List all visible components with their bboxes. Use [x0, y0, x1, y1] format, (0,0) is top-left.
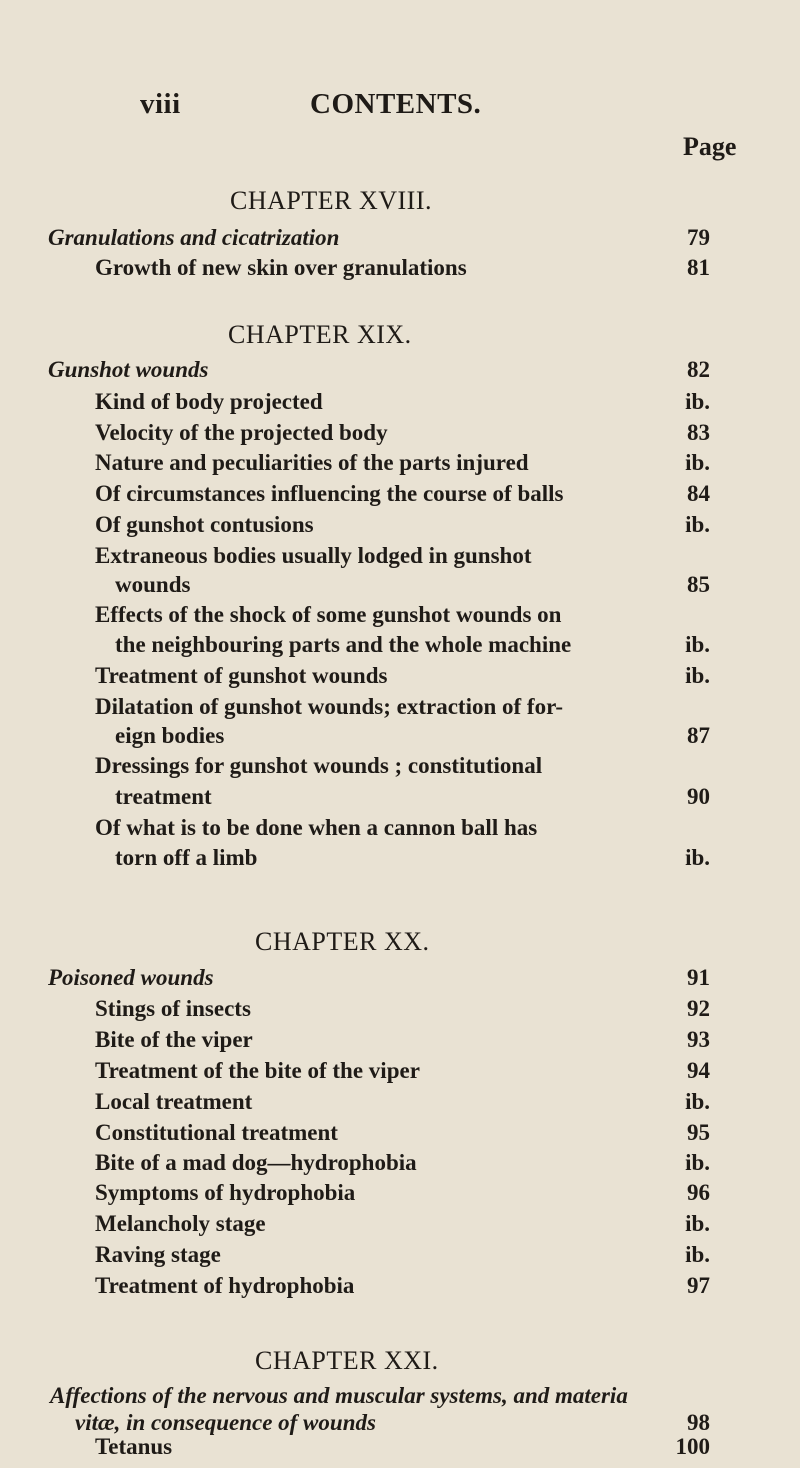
entry-page: ib.: [685, 1150, 710, 1175]
entry-page: 95: [687, 1120, 710, 1145]
entry-text: the neighbouring parts and the whole machine: [115, 632, 572, 657]
entry-page: ib.: [685, 450, 710, 475]
entry-page: 97: [687, 1273, 710, 1298]
chapter-title: CHAPTER XIX.: [228, 320, 412, 349]
toc-entry: [0, 225, 800, 259]
entry-text: Tetanus: [95, 1434, 173, 1459]
entry-page: 87: [687, 723, 710, 748]
entry-page: ib.: [685, 1242, 710, 1267]
toc-entry: [0, 632, 800, 666]
entry-text: Treatment of hydrophobia: [95, 1273, 355, 1298]
toc-entry: [0, 1434, 800, 1468]
entry-text: Granulations and cicatrization: [48, 225, 340, 250]
toc-entry: [0, 481, 800, 515]
entry-text: Raving stage: [95, 1242, 221, 1267]
entry-page: ib.: [685, 632, 710, 657]
entry-text: Dilatation of gunshot wounds; extraction of for-: [95, 694, 564, 719]
chapter-title: CHAPTER XX.: [255, 927, 430, 956]
entry-text: Poisoned wounds: [48, 965, 214, 990]
entry-page: ib.: [685, 1211, 710, 1236]
chapter-title: CHAPTER XVIII.: [230, 186, 432, 215]
toc-entry: [0, 996, 800, 1030]
toc-entry: [0, 663, 800, 697]
entry-text: Kind of body projected: [95, 389, 323, 414]
toc-entry: [0, 572, 800, 606]
entry-text: Bite of the viper: [95, 1027, 253, 1052]
entry-text: Affections of the nervous and muscular systems, and materia: [50, 1383, 628, 1408]
entry-page: ib.: [685, 512, 710, 537]
entry-page: 91: [687, 965, 710, 990]
toc-entry: [0, 1120, 800, 1154]
entry-page: 81: [687, 255, 710, 280]
toc-entry: [0, 450, 800, 484]
entry-text: eign bodies: [115, 723, 225, 748]
entry-text: Treatment of the bite of the viper: [95, 1058, 420, 1083]
entry-page: ib.: [685, 389, 710, 414]
toc-entry: [0, 1027, 800, 1061]
toc-entry: [0, 1058, 800, 1092]
toc-entry: [0, 420, 800, 454]
running-head: CONTENTS.: [310, 88, 482, 120]
folio-number: viii: [140, 88, 181, 120]
entry-page: ib.: [685, 663, 710, 688]
entry-text: Local treatment: [95, 1089, 253, 1114]
entry-text: Stings of insects: [95, 996, 251, 1021]
entry-text: Symptoms of hydrophobia: [95, 1180, 356, 1205]
entry-text: Of what is to be done when a cannon ball has: [95, 815, 538, 840]
toc-entry: [0, 753, 800, 787]
entry-page: 93: [687, 1027, 710, 1052]
entry-text: treatment: [115, 784, 212, 809]
toc-entry: [0, 965, 800, 999]
toc-entry: [0, 1150, 800, 1184]
entry-text: Constitutional treatment: [95, 1120, 338, 1145]
entry-text: torn off a limb: [115, 845, 258, 870]
entry-text: Gunshot wounds: [48, 357, 209, 382]
toc-entry: [0, 1180, 800, 1214]
entry-page: 90: [687, 784, 710, 809]
entry-page: 84: [687, 481, 710, 506]
entry-page: 83: [687, 420, 710, 445]
toc-entry: [0, 1273, 800, 1307]
toc-entry: [0, 602, 800, 636]
entry-text: Of gunshot contusions: [95, 512, 314, 537]
page-column-label: Page: [683, 132, 737, 161]
entry-text: Of circumstances influencing the course of balls: [95, 481, 564, 506]
entry-page: ib.: [685, 845, 710, 870]
entry-page: 100: [675, 1434, 710, 1459]
entry-text: Melancholy stage: [95, 1211, 266, 1236]
toc-entry: [0, 389, 800, 423]
toc-entry: [0, 1089, 800, 1123]
toc-entry: [0, 723, 800, 757]
toc-entry: [0, 512, 800, 546]
entry-text: Nature and peculiarities of the parts injured: [95, 450, 529, 475]
entry-page: 82: [687, 357, 710, 382]
entry-text: wounds: [115, 572, 191, 597]
chapter-title: CHAPTER XXI.: [255, 1346, 439, 1375]
entry-page: 94: [687, 1058, 710, 1083]
entry-text: Effects of the shock of some gunshot wounds on: [95, 602, 562, 627]
toc-entry: [0, 1242, 800, 1276]
entry-page: 92: [687, 996, 710, 1021]
toc-entry: [0, 815, 800, 849]
entry-page: 85: [687, 572, 710, 597]
entry-text: Velocity of the projected body: [95, 420, 388, 445]
entry-text: Bite of a mad dog—hydrophobia: [95, 1150, 417, 1175]
entry-text: Growth of new skin over granulations: [95, 255, 467, 280]
entry-page: 79: [687, 225, 710, 250]
entry-text: Treatment of gunshot wounds: [95, 663, 388, 688]
toc-entry: [0, 255, 800, 289]
entry-text: Extraneous bodies usually lodged in gunshot: [95, 543, 532, 568]
entry-page: ib.: [685, 1089, 710, 1114]
entry-page: 98: [687, 1410, 710, 1435]
toc-entry: [0, 845, 800, 879]
entry-text: Dressings for gunshot wounds ; constitutional: [95, 753, 543, 778]
toc-entry: [0, 357, 800, 391]
toc-entry: [0, 1211, 800, 1245]
entry-page: 96: [687, 1180, 710, 1205]
entry-text: vitæ, in consequence of wounds: [75, 1410, 376, 1435]
toc-entry: [0, 784, 800, 818]
